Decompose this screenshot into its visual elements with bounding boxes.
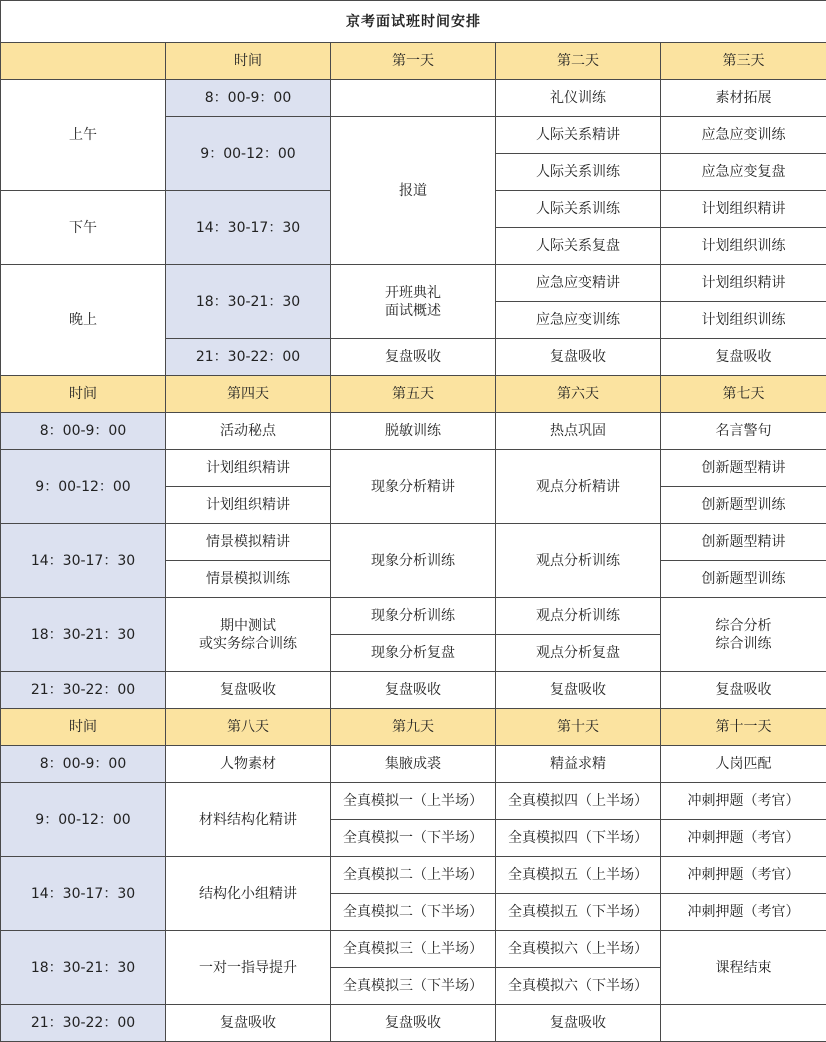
schedule-cell: 全真模拟四（上半场） [496,783,661,820]
schedule-cell: 全真模拟二（下半场） [331,894,496,931]
schedule-cell: 观点分析复盘 [496,635,661,672]
header-day: 第七天 [661,376,826,413]
header-day: 第四天 [166,376,331,413]
schedule-cell: 观点分析精讲 [496,450,661,524]
time-slot: 18：30-21：30 [1,931,166,1005]
schedule-cell: 全真模拟三（下半场） [331,968,496,1005]
schedule-cell: 创新题型精讲 [661,524,826,561]
schedule-cell: 人际关系训练 [496,154,661,191]
header-day: 第一天 [331,43,496,80]
header-time: 时间 [166,43,331,80]
schedule-cell: 应急应变复盘 [661,154,826,191]
schedule-cell: 课程结束 [661,931,826,1005]
schedule-cell: 计划组织训练 [661,228,826,265]
header-day: 第八天 [166,709,331,746]
schedule-cell: 复盘吸收 [166,1005,331,1042]
time-slot: 8：00-9：00 [166,80,331,117]
schedule-cell: 全真模拟三（上半场） [331,931,496,968]
schedule-cell: 现象分析精讲 [331,450,496,524]
header-day: 第十一天 [661,709,826,746]
schedule-cell: 脱敏训练 [331,413,496,450]
schedule-cell: 人物素材 [166,746,331,783]
schedule-cell: 全真模拟五（下半场） [496,894,661,931]
schedule-cell: 冲刺押题（考官） [661,857,826,894]
schedule-cell: 全真模拟六（下半场） [496,968,661,1005]
schedule-cell: 人际关系训练 [496,191,661,228]
schedule-cell: 情景模拟训练 [166,561,331,598]
page-title: 京考面试班时间安排 [1,1,826,43]
schedule-cell: 人际关系复盘 [496,228,661,265]
header-time: 时间 [1,709,166,746]
schedule-cell: 综合分析 综合训练 [661,598,826,672]
schedule-cell: 全真模拟四（下半场） [496,820,661,857]
schedule-cell: 复盘吸收 [496,672,661,709]
period-label: 下午 [1,191,166,265]
schedule-cell: 复盘吸收 [331,339,496,376]
schedule-cell: 集腋成裘 [331,746,496,783]
schedule-cell: 全真模拟六（上半场） [496,931,661,968]
schedule-cell: 计划组织精讲 [166,450,331,487]
time-slot: 9：00-12：00 [166,117,331,191]
schedule-cell: 现象分析训练 [331,598,496,635]
period-label: 上午 [1,80,166,191]
header-time: 时间 [1,376,166,413]
schedule-cell: 素材拓展 [661,80,826,117]
time-slot: 14：30-17：30 [1,857,166,931]
schedule-cell: 全真模拟一（下半场） [331,820,496,857]
schedule-cell: 复盘吸收 [661,672,826,709]
schedule-cell: 材料结构化精讲 [166,783,331,857]
schedule-cell: 应急应变训练 [661,117,826,154]
header-day: 第二天 [496,43,661,80]
schedule-cell: 计划组织精讲 [661,191,826,228]
schedule-cell: 开班典礼 面试概述 [331,265,496,339]
schedule-cell: 热点巩固 [496,413,661,450]
header-blank [1,43,166,80]
schedule-cell: 全真模拟五（上半场） [496,857,661,894]
schedule-cell: 观点分析训练 [496,598,661,635]
header-day: 第十天 [496,709,661,746]
schedule-cell: 复盘吸收 [661,339,826,376]
schedule-cell: 计划组织精讲 [661,265,826,302]
time-slot: 8：00-9：00 [1,413,166,450]
schedule-cell: 期中测试 或实务综合训练 [166,598,331,672]
schedule-cell: 应急应变训练 [496,302,661,339]
schedule-cell: 冲刺押题（考官） [661,783,826,820]
time-slot: 18：30-21：30 [166,265,331,339]
header-day: 第六天 [496,376,661,413]
time-slot: 9：00-12：00 [1,450,166,524]
schedule-cell: 报道 [331,117,496,265]
schedule-cell: 人岗匹配 [661,746,826,783]
schedule-cell: 一对一指导提升 [166,931,331,1005]
schedule-cell: 复盘吸收 [496,339,661,376]
schedule-cell: 全真模拟一（上半场） [331,783,496,820]
time-slot: 21：30-22：00 [1,672,166,709]
schedule-cell: 人际关系精讲 [496,117,661,154]
schedule-cell: 创新题型训练 [661,487,826,524]
time-slot: 8：00-9：00 [1,746,166,783]
schedule-cell: 复盘吸收 [331,1005,496,1042]
time-slot: 14：30-17：30 [1,524,166,598]
time-slot: 18：30-21：30 [1,598,166,672]
schedule-cell [661,1005,826,1042]
schedule-cell: 名言警句 [661,413,826,450]
schedule-cell: 活动秘点 [166,413,331,450]
header-day: 第五天 [331,376,496,413]
schedule-cell: 计划组织训练 [661,302,826,339]
schedule-cell: 现象分析训练 [331,524,496,598]
schedule-cell: 创新题型精讲 [661,450,826,487]
header-day: 第三天 [661,43,826,80]
schedule-cell: 冲刺押题（考官） [661,894,826,931]
schedule-cell: 应急应变精讲 [496,265,661,302]
schedule-cell: 冲刺押题（考官） [661,820,826,857]
schedule-cell: 计划组织精讲 [166,487,331,524]
header-day: 第九天 [331,709,496,746]
time-slot: 14：30-17：30 [166,191,331,265]
period-label: 晚上 [1,265,166,376]
schedule-cell: 精益求精 [496,746,661,783]
schedule-cell: 现象分析复盘 [331,635,496,672]
schedule-cell: 复盘吸收 [331,672,496,709]
schedule-cell: 全真模拟二（上半场） [331,857,496,894]
time-slot: 21：30-22：00 [1,1005,166,1042]
schedule-cell: 情景模拟精讲 [166,524,331,561]
schedule-cell: 复盘吸收 [496,1005,661,1042]
schedule-cell: 礼仪训练 [496,80,661,117]
time-slot: 9：00-12：00 [1,783,166,857]
schedule-cell: 观点分析训练 [496,524,661,598]
schedule-cell: 结构化小组精讲 [166,857,331,931]
schedule-cell: 复盘吸收 [166,672,331,709]
schedule-cell: 创新题型训练 [661,561,826,598]
time-slot: 21：30-22：00 [166,339,331,376]
schedule-cell [331,80,496,117]
